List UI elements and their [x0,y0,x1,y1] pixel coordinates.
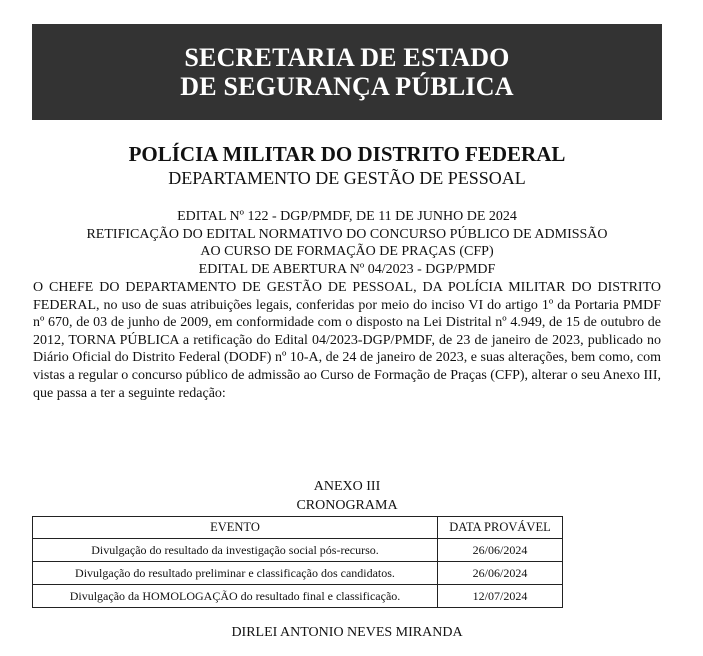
signatory-name: DIRLEI ANTONIO NEVES MIRANDA [231,625,463,640]
table-row [33,539,563,562]
column-header-date: DATA PROVÁVEL [438,517,563,539]
annex-subtitle: CRONOGRAMA [296,498,398,513]
agency-banner [32,24,662,120]
schedule-table [32,516,563,608]
edital-subject-line-1: RETIFICAÇÃO DO EDITAL NORMATIVO DO CONCURSO PÚBLICO DE ADMISSÃO [86,226,608,242]
body-paragraph: O CHEFE DO DEPARTAMENTO DE GESTÃO DE PESSOAL, DA POLÍCIA MILITAR DO DISTRITO FEDERAL, no uso de suas atribuições legais, conferidas por meio do inciso VI do artigo 1º da Portaria PMDF nº 670, de 03 de junho de 2009, em conformidade com o disposto na Lei Distrital nº 4.949, de 15 de outubro de 2012, TORNA PÚBLICA a retificação do Edital 04/2023-DGP/PMDF, de 23 de janeiro de 2023, publicado no Diário Oficial do Distrito Federal (DODF) nº 10-A, de 24 de janeiro de 2023, e suas alterações, bem como, com vistas a regular o concurso público de admissão ao Curso de Formação de Praças (CFP), alterar o seu Anexo III, que passa a ter a seguinte redação: [33,280,661,401]
edital-header [32,208,662,278]
organization-name: POLÍCIA MILITAR DO DISTRITO FEDERAL [128,142,566,166]
table-header-row [33,517,563,539]
edital-number: EDITAL Nº 122 - DGP/PMDF, DE 11 DE JUNHO DE 2024 [177,209,517,224]
annex-heading [32,477,662,515]
event-cell: Divulgação do resultado preliminar e classificação dos candidatos. [33,562,438,585]
banner-line-1: SECRETARIA DE ESTADO [184,43,510,72]
annex-title: ANEXO III [313,479,381,494]
event-cell: Divulgação da HOMOLOGAÇÃO do resultado final e classificação. [33,585,438,608]
edital-subject-line-2: AO CURSO DE FORMAÇÃO DE PRAÇAS (CFP) [200,244,494,259]
edital-opening: EDITAL DE ABERTURA Nº 04/2023 - DGP/PMDF [198,261,496,277]
column-header-event: EVENTO [33,517,438,539]
date-cell: 12/07/2024 [438,585,563,608]
table-row [33,585,563,608]
banner-line-2: DE SEGURANÇA PÚBLICA [180,72,514,101]
department-name: DEPARTAMENTO DE GESTÃO DE PESSOAL [168,168,526,188]
table-row [33,562,563,585]
organization-heading [32,142,662,189]
date-cell: 26/06/2024 [438,562,563,585]
date-cell: 26/06/2024 [438,539,563,562]
event-cell: Divulgação do resultado da investigação social pós-recurso. [33,539,438,562]
